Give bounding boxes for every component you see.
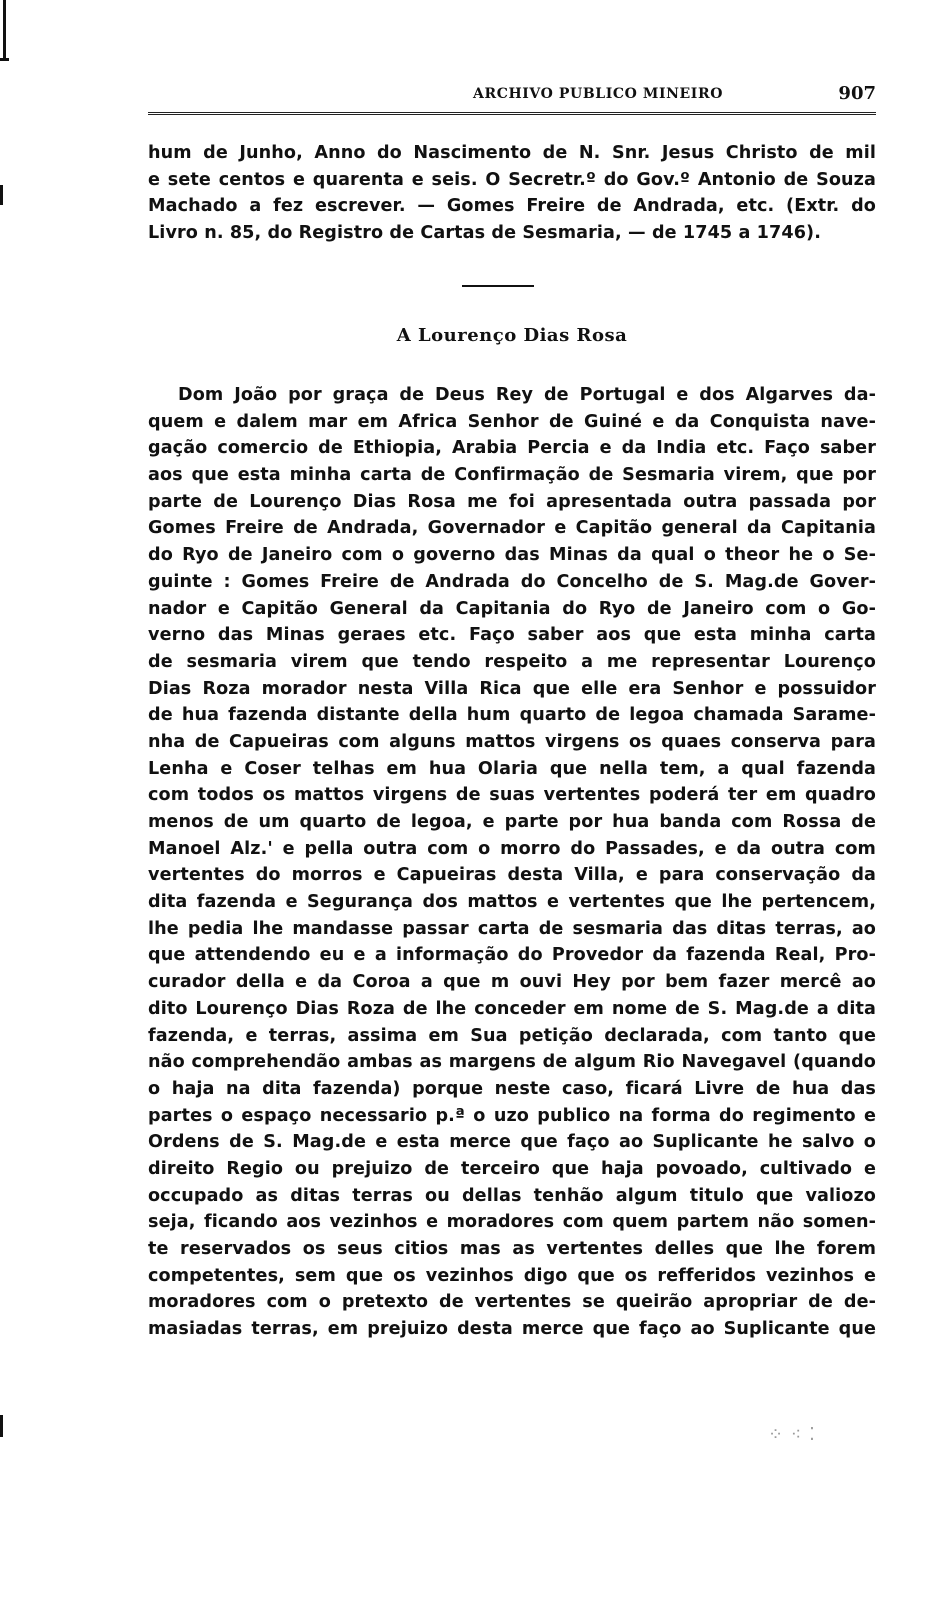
text-line: o haja na dita fazenda) porque neste caso, ficará Livre de hua das <box>148 1078 876 1099</box>
scan-smudge: ⁘ ⁖ ⁚ <box>768 1424 816 1445</box>
text-line: quem e dalem mar em Africa Senhor de Guiné e da Conquista nave- <box>148 411 876 432</box>
text-line: Gomes Freire de Andrada, Governador e Capitão general da Capitania <box>148 518 876 539</box>
text-line: menos de um quarto de legoa, e parte por hua banda com Rossa de <box>148 812 876 832</box>
text-line: nha de Capueiras com alguns mattos virgens os quaes conserva para <box>148 731 876 752</box>
running-head: ARCHIVO PUBLICO MINEIRO <box>473 86 723 102</box>
text-line: vertentes do morros e Capueiras desta Villa, e para conservação da <box>148 865 876 886</box>
text-line: e sete centos e quarenta e seis. O Secretr.º do Gov.º Antonio de Souza <box>148 169 876 190</box>
text-line: gação comercio de Ethiopia, Arabia Percia e da India etc. Faço saber <box>148 438 876 459</box>
text-line: hum de Junho, Anno do Nascimento de N. Snr. Jesus Christo de mil <box>148 143 876 163</box>
text-line: competentes, sem que os vezinhos digo que os refferidos vezinhos e <box>148 1265 876 1286</box>
text-line: guinte : Gomes Freire de Andrada do Concelho de S. Mag.de Gover- <box>148 571 876 592</box>
section-divider <box>462 285 534 287</box>
text-line: não comprehendão ambas as margens de algum Rio Navegavel (quando <box>148 1052 876 1073</box>
text-line: te reservados os seus citios mas as vertentes delles que lhe forem <box>148 1239 876 1259</box>
margin-scan-mark <box>0 1415 3 1437</box>
margin-scan-mark <box>0 185 3 205</box>
page-number: 907 <box>838 83 876 104</box>
margin-scan-mark <box>0 58 9 61</box>
text-line: direito Regio ou prejuizo de terceiro que haja povoado, cultivado e <box>148 1158 876 1179</box>
text-line: Dias Roza morador nesta Villa Rica que elle era Senhor e possuidor <box>148 678 876 699</box>
text-line: parte de Lourenço Dias Rosa me foi apresentada outra passada por <box>148 491 876 512</box>
text-line: nador e Capitão General da Capitania do Ryo de Janeiro com o Go- <box>148 598 876 619</box>
text-line: dita fazenda e Segurança dos mattos e vertentes que lhe pertencem, <box>148 892 876 913</box>
body-paragraph <box>148 382 876 1343</box>
text-line: curador della e da Coroa a que m ouvi Hey por bem fazer mercê ao <box>148 972 876 993</box>
text-line: Manoel Alz.' e pella outra com o morro do Passades, e da outra com <box>148 838 876 859</box>
text-line: fazenda, e terras, assima em Sua petição declarada, com tanto que <box>148 1025 876 1046</box>
intro-paragraph <box>148 140 876 247</box>
text-line: Lenha e Coser telhas em hua Olaria que nella tem, a qual fazenda <box>148 758 876 779</box>
section-title: A Lourenço Dias Rosa <box>396 325 628 346</box>
text-line: Livro n. 85, do Registro de Cartas de Sesmaria, — de 1745 a 1746). <box>148 223 821 244</box>
text-line: aos que esta minha carta de Confirmação de Sesmaria virem, que por <box>148 465 876 486</box>
text-line: dito Lourenço Dias Roza de lhe conceder em nome de S. Mag.de a dita <box>148 998 876 1019</box>
text-line: do Ryo de Janeiro com o governo das Minas da qual o theor he o Se- <box>148 545 876 566</box>
text-line: verno das Minas geraes etc. Faço saber aos que esta minha carta <box>148 625 876 646</box>
text-line: lhe pedia lhe mandasse passar carta de sesmaria das ditas terras, ao <box>148 918 876 939</box>
text-line: que attendendo eu e a informação do Provedor da fazenda Real, Pro- <box>148 945 876 966</box>
text-line: partes o espaço necessario p.ª o uzo publico na forma do regimento e <box>148 1105 876 1126</box>
text-line: Ordens de S. Mag.de e esta merce que faço ao Suplicante he salvo o <box>148 1132 876 1153</box>
margin-scan-mark <box>3 0 6 58</box>
text-line: occupado as ditas terras ou dellas tenhão algum titulo que valiozo <box>148 1185 876 1206</box>
text-line: de hua fazenda distante della hum quarto de legoa chamada Sarame- <box>148 705 876 726</box>
text-line: com todos os mattos virgens de suas vertentes poderá ter em quadro <box>148 785 876 806</box>
text-line: masiadas terras, em prejuizo desta merce que faço ao Suplicante que <box>148 1319 876 1340</box>
text-line: Dom João por graça de Deus Rey de Portugal e dos Algarves da- <box>178 385 876 405</box>
text-line: de sesmaria virem que tendo respeito a me representar Lourenço <box>148 651 876 672</box>
text-line: seja, ficando aos vezinhos e moradores com quem partem não somen- <box>148 1212 876 1233</box>
page-header <box>148 83 876 110</box>
header-rule <box>148 112 876 115</box>
text-line: Machado a fez escrever. — Gomes Freire de Andrada, etc. (Extr. do <box>148 196 876 217</box>
text-line: moradores com o pretexto de vertentes se queirão apropriar de de- <box>148 1292 876 1313</box>
